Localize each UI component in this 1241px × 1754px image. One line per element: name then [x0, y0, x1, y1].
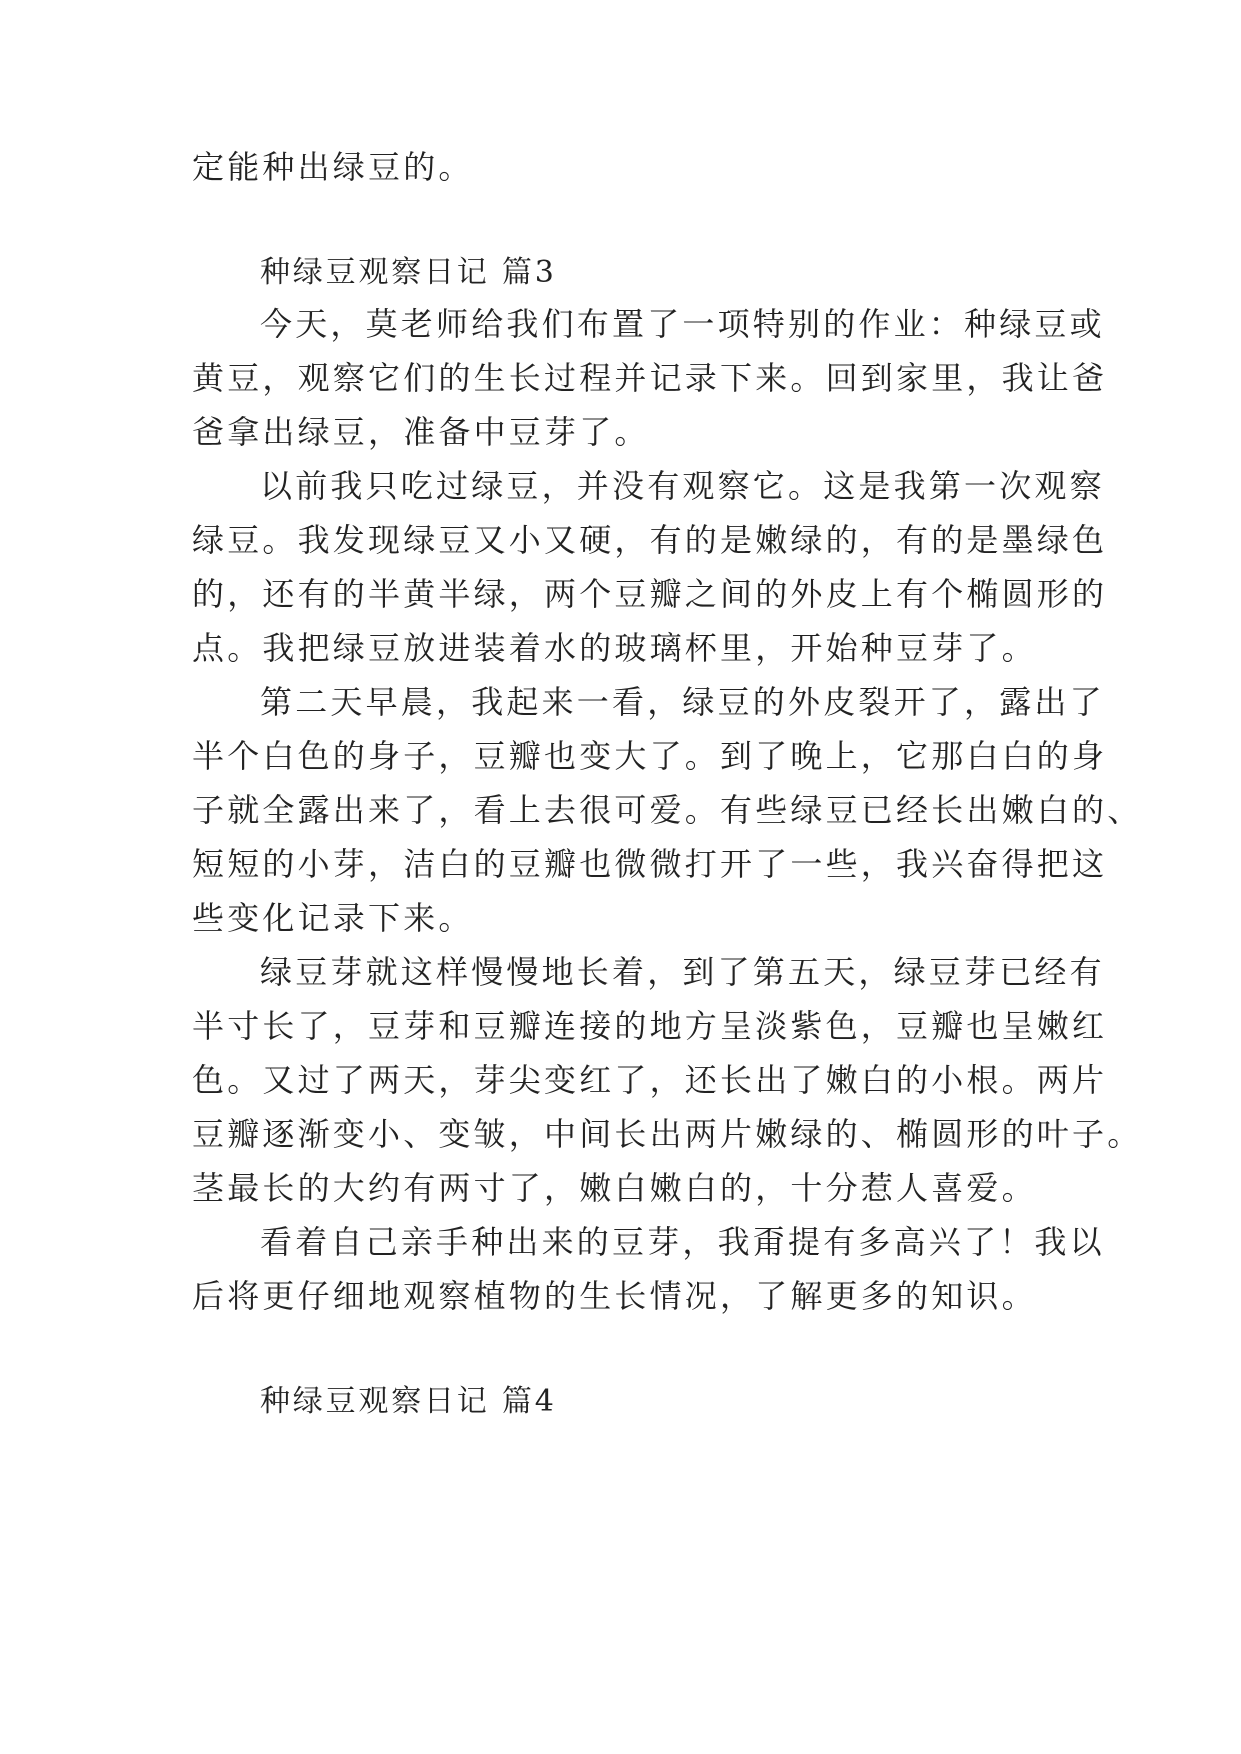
- section-heading-3: 种绿豆观察日记 篇3: [260, 255, 557, 290]
- text-line: 第二天早晨，我起来一看，绿豆的外皮裂开了，露出了: [260, 683, 1105, 721]
- text-line: 的，还有的半黄半绿，两个豆瓣之间的外皮上有个椭圆形的: [192, 575, 1108, 613]
- text-line: 绿豆芽就这样慢慢地长着，到了第五天，绿豆芽已经有: [260, 953, 1105, 991]
- text-line: 点。我把绿豆放进装着水的玻璃杯里，开始种豆芽了。: [192, 629, 1037, 667]
- text-line: 茎最长的大约有两寸了，嫩白嫩白的，十分惹人喜爱。: [192, 1169, 1037, 1207]
- text-line: 黄豆，观察它们的生长过程并记录下来。回到家里，我让爸: [192, 359, 1108, 397]
- document-page: [192, 0, 1143, 1754]
- text-line: 半个白色的身子，豆瓣也变大了。到了晚上，它那白白的身: [192, 737, 1108, 775]
- text-line: 以前我只吃过绿豆，并没有观察它。这是我第一次观察: [260, 467, 1105, 505]
- text-line: 豆瓣逐渐变小、变皱，中间长出两片嫩绿的、椭圆形的叶子。: [192, 1115, 1143, 1153]
- text-line: 今天，莫老师给我们布置了一项特别的作业：种绿豆或: [260, 305, 1105, 343]
- text-line: 短短的小芽，洁白的豆瓣也微微打开了一些，我兴奋得把这: [192, 845, 1108, 883]
- text-line: 绿豆。我发现绿豆又小又硬，有的是嫩绿的，有的是墨绿色: [192, 521, 1108, 559]
- section-heading-4: 种绿豆观察日记 篇4: [260, 1384, 557, 1419]
- text-line: 色。又过了两天，芽尖变红了，还长出了嫩白的小根。两片: [192, 1061, 1108, 1099]
- text-line: 子就全露出来了，看上去很可爱。有些绿豆已经长出嫩白的、: [192, 791, 1143, 829]
- text-line: 爸拿出绿豆，准备中豆芽了。: [192, 413, 650, 451]
- text-line: 半寸长了，豆芽和豆瓣连接的地方呈淡紫色，豆瓣也呈嫩红: [192, 1007, 1108, 1045]
- text-line: 些变化记录下来。: [192, 899, 474, 937]
- text-line: 定能种出绿豆的。: [192, 148, 474, 186]
- text-line: 看着自己亲手种出来的豆芽，我甭提有多高兴了！我以: [260, 1223, 1105, 1261]
- text-line: 后将更仔细地观察植物的生长情况，了解更多的知识。: [192, 1277, 1037, 1315]
